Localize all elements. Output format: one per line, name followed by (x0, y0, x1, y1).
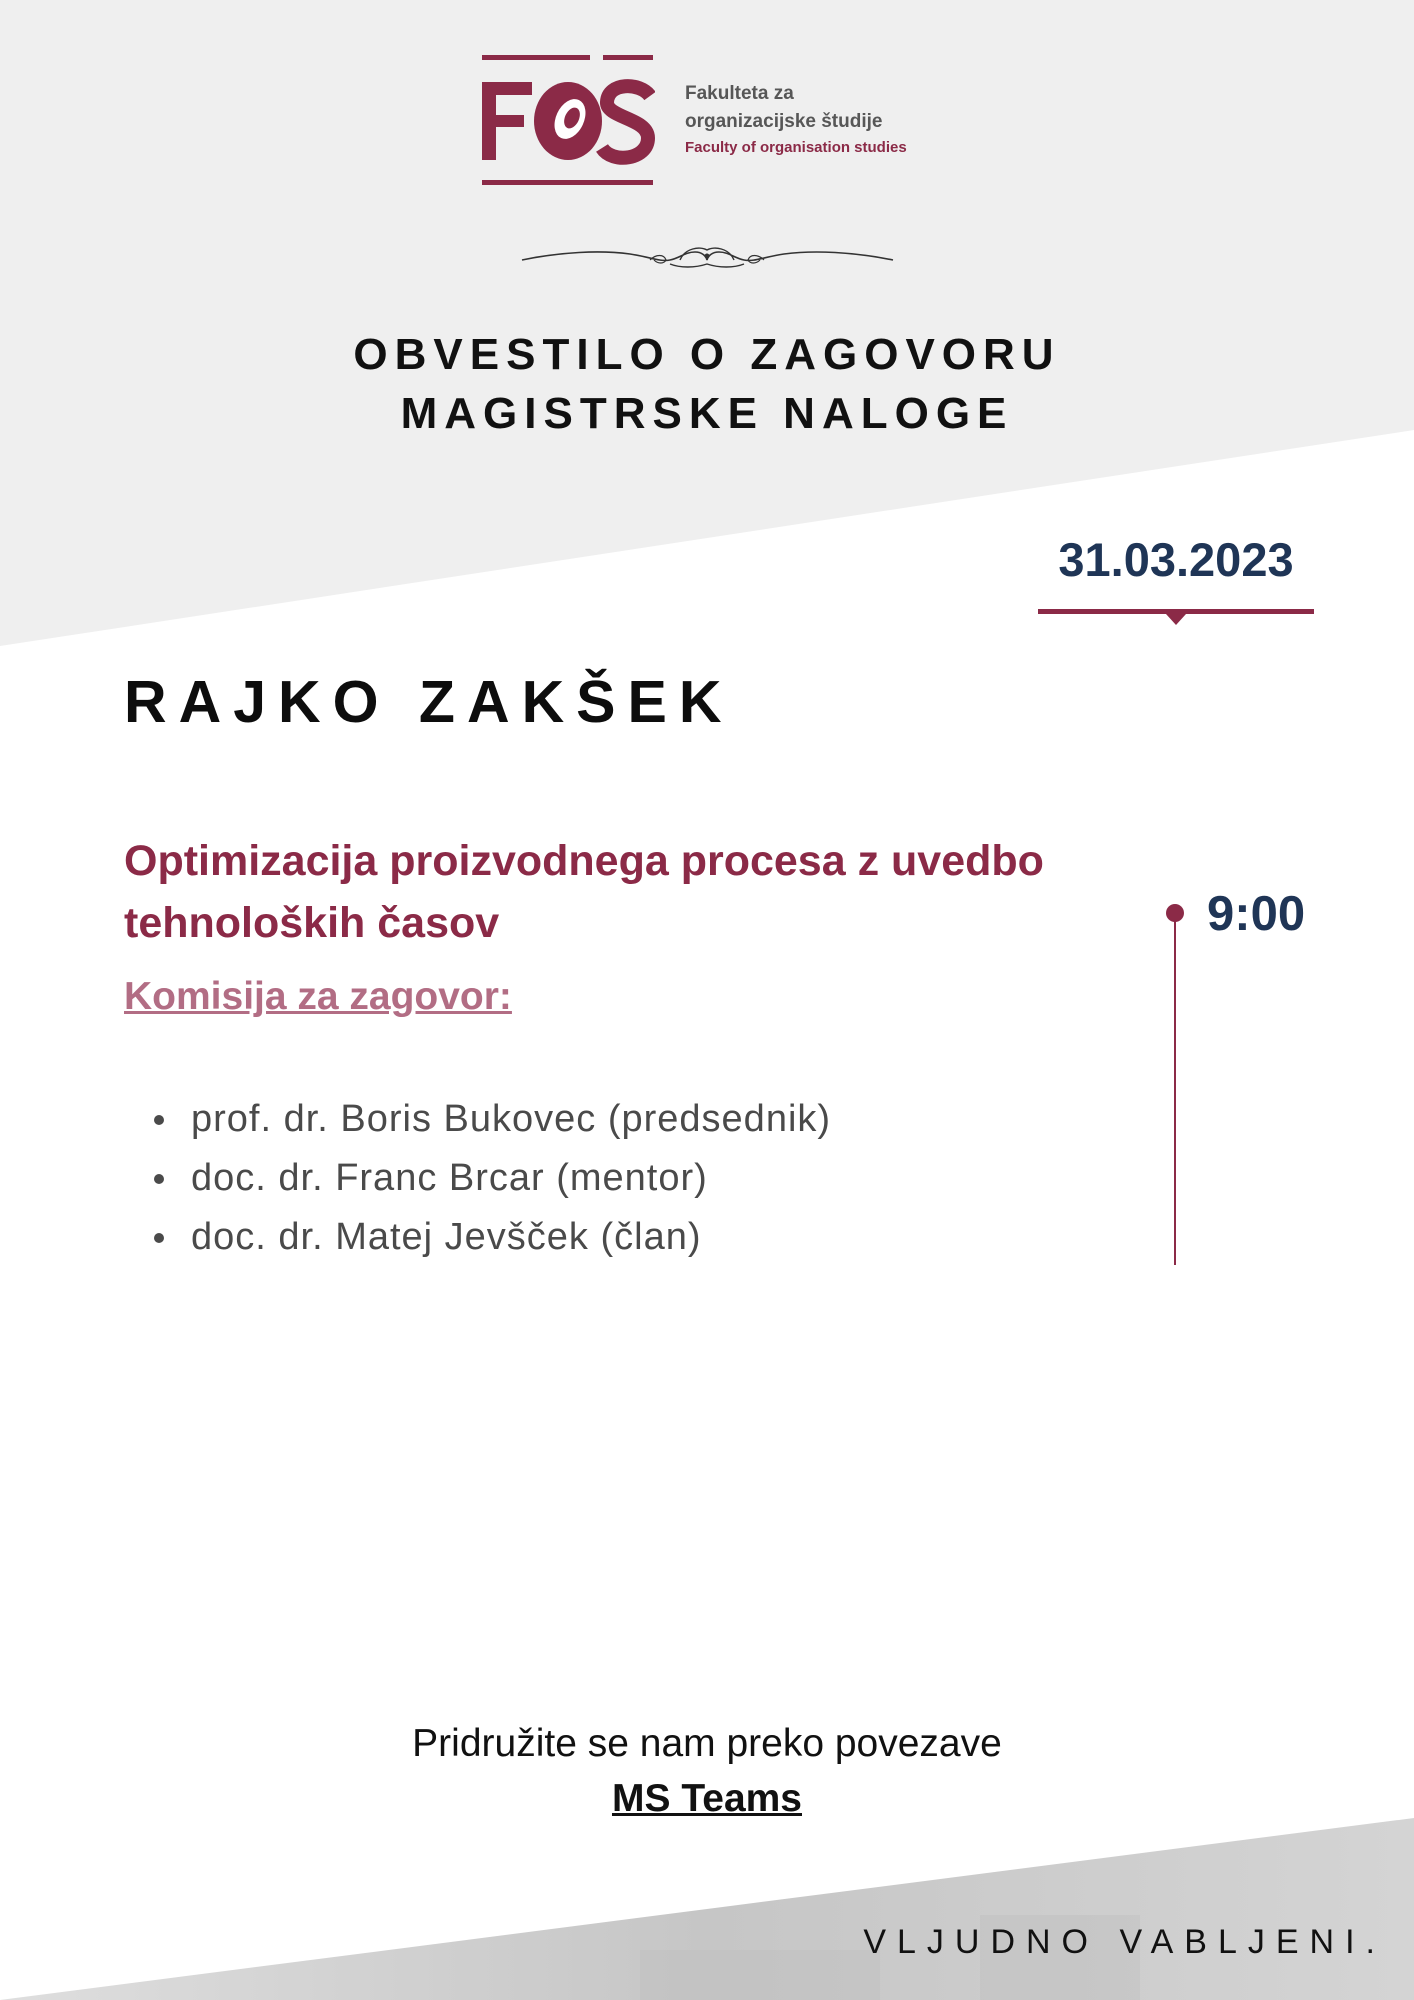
defense-date: 31.03.2023 (1058, 533, 1294, 586)
logo-text (685, 80, 907, 160)
date-pointer-icon (1166, 614, 1186, 625)
committee-member-text: doc. dr. Franc Brcar (mentor) (191, 1157, 708, 1199)
fos-logo (480, 52, 960, 192)
committee-member (150, 1149, 831, 1208)
bullet-icon (154, 1233, 164, 1243)
logo-line-1: Fakulteta za (685, 83, 794, 104)
committee-member (150, 1090, 831, 1149)
committee-label: Komisija za zagovor: (124, 975, 512, 1018)
fos-logo-icon (480, 52, 655, 192)
committee-member-text: prof. dr. Boris Bukovec (predsednik) (191, 1098, 832, 1140)
logo-line-3: Faculty of organisation studies (685, 139, 907, 156)
closing-text: VLJUDNO VABLJENI. (863, 1923, 1386, 1961)
heading-line-1: OBVESTILO O ZAGOVORU (353, 330, 1061, 379)
invite-text: Pridružite se nam preko povezave (412, 1722, 1002, 1765)
logo-line-2: organizacijske študije (685, 111, 883, 132)
notice-heading (0, 325, 1414, 443)
flourish-divider-icon (520, 238, 895, 272)
candidate-name: RAJKO ZAKŠEK (124, 669, 734, 735)
committee-list (150, 1090, 831, 1267)
timeline-line (1174, 918, 1176, 1265)
committee-member-text: doc. dr. Matej Jevšček (član) (191, 1216, 702, 1258)
committee-member (150, 1208, 831, 1267)
ms-teams-link[interactable]: MS Teams (611, 1777, 802, 1820)
heading-line-2: MAGISTRSKE NALOGE (400, 389, 1014, 438)
defense-time: 9:00 (1207, 887, 1306, 941)
thesis-title: Optimizacija proizvodnega procesa z uvedbo tehnoloških časov (124, 837, 1044, 947)
bullet-icon (154, 1174, 164, 1184)
bullet-icon (154, 1115, 164, 1125)
